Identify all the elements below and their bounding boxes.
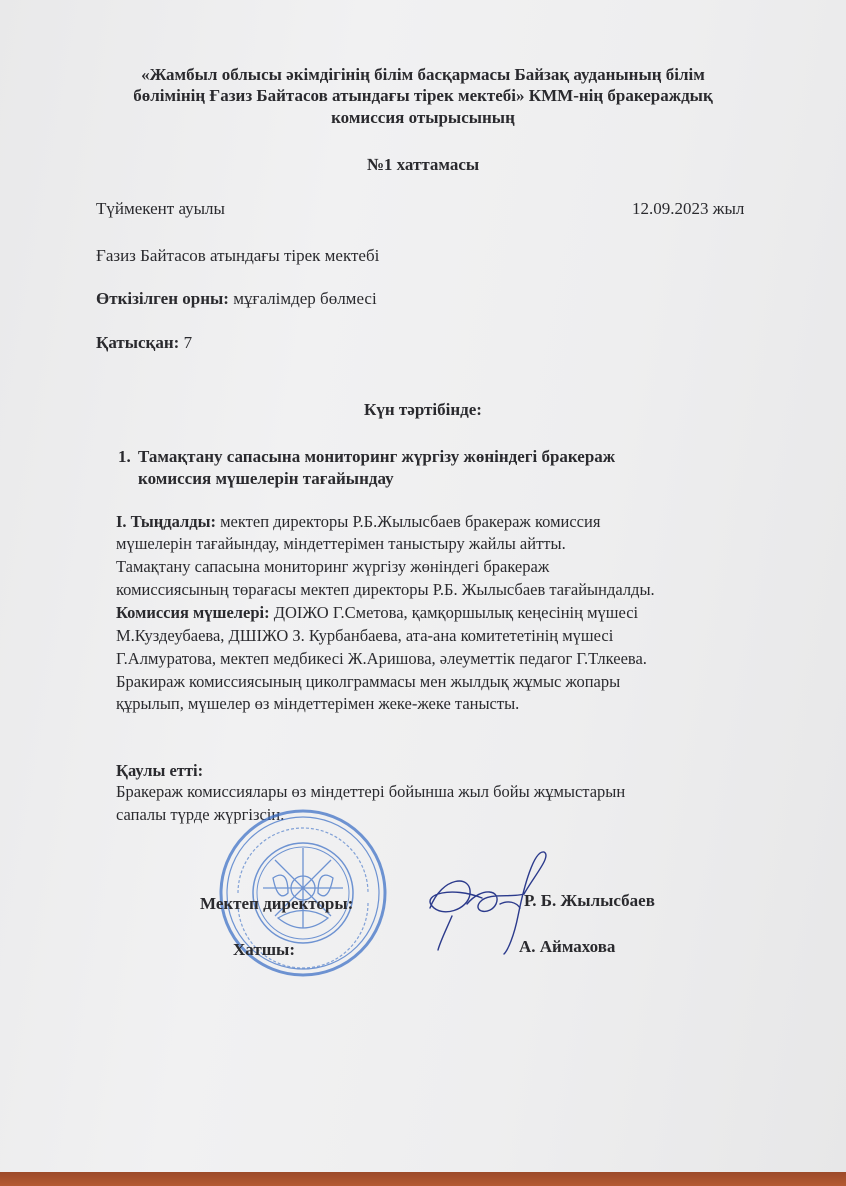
venue-value: мұғалімдер бөлмесі [228, 289, 377, 308]
resolved-label: Қаулы етті: [116, 761, 204, 780]
venue [96, 289, 377, 309]
heard-line-5 [116, 603, 638, 623]
table-edge [0, 1172, 846, 1186]
resolved-line-1: Бракераж комиссиялары өз міндеттері бойынша жыл бойы жұмыстарын [116, 782, 626, 801]
protocol-number: №1 хаттамасы [366, 155, 480, 174]
heard-line-7: Г.Алмуратова, мектеп медбикесі Ж.Аришова, әлеуметтік педагог Г.Тлкеева. [116, 649, 647, 668]
attendance-label: Қатысқан: [96, 333, 180, 352]
director-role: Мектеп директоры: [200, 894, 354, 913]
document-title-line-2: бөлімінің Ғазиз Байтасов атындағы тірек мектебі» КММ-нің бракераждық [133, 86, 713, 105]
secretary-role: Хатшы: [233, 940, 295, 959]
heard-line-1-text: мектеп директоры Р.Б.Жылысбаев бракераж комиссия [215, 512, 601, 531]
village-name: Түймекент ауылы [96, 199, 225, 218]
heard-line-1 [116, 512, 600, 532]
heard-line-5-text: ДОІЖО Г.Сметова, қамқоршылық кеңесінің мүшесі [269, 603, 639, 622]
heard-line-4: комиссиясының төрағасы мектеп директоры Р.Б. Жылысбаев тағайындалды. [116, 580, 655, 599]
heard-line-9: құрылып, мүшелер өз міндеттерімен жеке-жеке танысты. [116, 694, 520, 713]
protocol-date: 12.09.2023 жыл [632, 199, 745, 218]
heard-label: І. Тыңдалды: [116, 512, 216, 531]
school-name: Ғазиз Байтасов атындағы тірек мектебі [96, 246, 380, 265]
agenda-item-line-2: комиссия мүшелерін тағайындау [138, 469, 394, 488]
document-title-line-3: комиссия отырысының [331, 108, 515, 127]
heard-line-6: М.Куздеубаева, ДШІЖО З. Курбанбаева, ата-ана комитететінің мүшесі [116, 626, 614, 645]
heard-line-8: Бракираж комиссиясының циколграммасы мен жылдық жұмыс жопары [116, 672, 621, 691]
heard-line-2: мүшелерін тағайындау, міндеттерімен таныстыру жайлы айтты. [116, 534, 566, 553]
secretary-name: А. Аймахова [519, 937, 616, 956]
venue-label: Өткізілген орны: [96, 289, 229, 308]
resolved-line-2: сапалы түрде жүргізсін. [116, 805, 285, 824]
members-label: Комиссия мүшелері: [116, 603, 270, 622]
agenda-item-line-1: Тамақтану сапасына мониторинг жүргізу жөніндегі бракераж [138, 447, 616, 466]
director-name: Р. Б. Жылысбаев [524, 891, 655, 910]
attendance [96, 333, 192, 353]
heard-line-3: Тамақтану сапасына мониторинг жүргізу жөніндегі бракераж [116, 557, 550, 576]
document-title-line-1: «Жамбыл облысы әкімдігінің білім басқармасы Байзақ ауданының білім [141, 65, 705, 84]
agenda-heading: Күн тәртібінде: [364, 400, 482, 419]
attendance-value: 7 [179, 333, 193, 352]
agenda-item-number: 1. [118, 447, 131, 466]
